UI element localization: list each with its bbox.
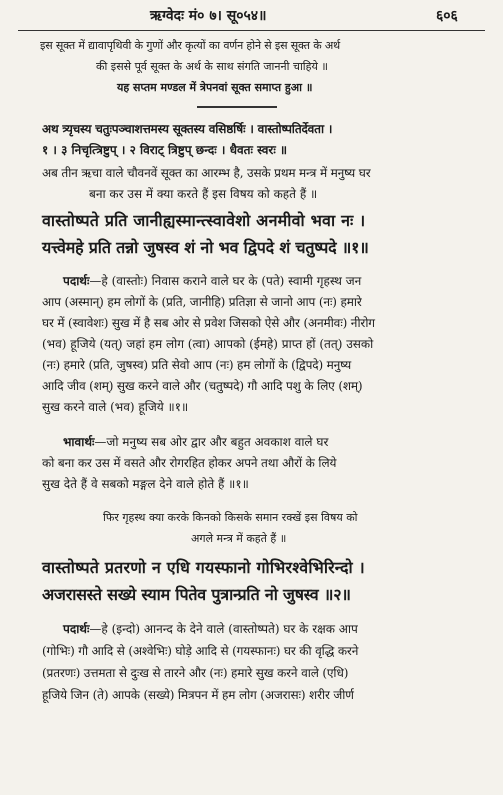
padartha-1-line-3: घर में (स्वावेशः) सुख में है सब ओर से प्रवेश जिसको ऐसे और (अनमीवः) नीरोग — [42, 316, 375, 330]
padartha-2-label: पदार्थः — [63, 622, 90, 636]
padartha-1-line-2: आप (अस्मान्) हम लोगों के (प्रति, जानीहि) प्रतिज्ञा से जानो आप (नः) हमारे — [42, 295, 362, 309]
padartha-1-line-6: आदि जीव (शम्) सुख करने वाले और (चतुष्पदे) गौ आदि पशु के लिए (शम्) — [42, 379, 363, 393]
divider-rule — [197, 106, 277, 108]
padartha-1-label: पदार्थः — [63, 274, 90, 288]
intro-line-1: अब तीन ऋचा वाले चौवनवें सूक्त का आरम्भ है, उसके प्रथम मन्त्र में मनुष्य घर — [42, 166, 371, 180]
page-number: ६०६ — [436, 8, 458, 24]
sukta-meta-line-2: १ । ३ निचृत्त्रिष्टुप् । २ विराट् त्रिष्टुप् छन्दः । धैवतः स्वरः ॥ — [42, 143, 288, 157]
padartha-2-line-1 — [63, 620, 358, 637]
summary-line-2: की इससे पूर्व सूक्त के अर्थ के साथ संगति जाननी चाहिये ॥ — [96, 60, 328, 73]
bhavartha-1-line-3: सुख देते हैं वे सबको मङ्गल देने वाले होते हैं ॥१॥ — [42, 477, 249, 491]
bhavartha-1-text-1: —जो मनुष्य सब ओर द्वार और बहुत अवकाश वाले घर — [94, 435, 329, 449]
padartha-1-line-1 — [63, 272, 361, 289]
bhavartha-1-label: भावार्थः — [63, 435, 95, 449]
padartha-1-line-7: सुख करने वाले (भव) हूजिये ॥१॥ — [42, 400, 189, 414]
padartha-2-text-1: —हे (इन्दो) आनन्द के देने वाले (वास्तोष्पते) घर के रक्षक आप — [89, 622, 358, 636]
bhavartha-1-line-2: को बना कर उस में वसते और रोगरहित होकर अपने तथा औरों के लिये — [42, 456, 337, 470]
padartha-1-line-4: (भव) हूजिये (यत्) जहां हम लोग (त्वा) आपको (ईमहे) प्राप्त हों (तत्) उसको — [42, 337, 374, 351]
sukta-closing: यह सप्तम मण्डल में त्रेपनवां सूक्त समाप्त हुआ ॥ — [117, 81, 313, 94]
header-rule — [18, 30, 485, 31]
mantra-2-line-1: वास्तोष्पते प्रतरणो न एधि गयस्फानो गोभिरश्वेभिरिन्दो । — [42, 558, 365, 577]
intro-2-line-2: अगले मन्त्र में कहते हैं ॥ — [191, 532, 287, 545]
padartha-1-line-5: (नः) हमारे (प्रति, जुषस्व) प्रति सेवो आप (नः) हम लोगों के (द्विपदे) मनुष्य — [42, 358, 352, 372]
intro-line-2: बना कर उस में क्या करते हैं इस विषय को कहते हैं ॥ — [89, 187, 318, 201]
padartha-1-text-1: —हे (वास्तोः) निवास कराने वाले घर के (पते) स्वामी गृहस्थ जन — [89, 274, 362, 288]
padartha-2-line-3: (प्रतरणः) उत्तमता से दुःख से तारने और (नः) हमारे सुख करने वाले (एधि) — [42, 666, 349, 680]
intro-2-line-1: फिर गृहस्थ क्या करके किनको किसके समान रक्खें इस विषय को — [103, 511, 358, 524]
mantra-2-line-2: अजरासस्ते सख्ये स्याम पितेव पुत्रान्प्रति नो जुषस्व ॥२॥ — [42, 585, 351, 604]
summary-line-1: इस सूक्त में द्यावापृथिवी के गुणों और कृत्यों का वर्णन होने से इस सूक्त के अर्थ — [40, 39, 341, 52]
mantra-1-line-2: यत्त्वेमहे प्रति तन्नो जुषस्व शं नो भव द्विपदे शं चतुष्पदे ॥१॥ — [42, 238, 369, 257]
padartha-2-line-4: हूजिये जिन (ते) आपके (सख्ये) मित्रपन में हम लोग (अजरासः) शरीर जीर्ण — [42, 688, 354, 702]
sukta-meta-line-1: अथ त्र्यृचस्य चतुःपञ्चाशत्तमस्य सूक्तस्य वसिष्ठर्षिः । वास्तोष्पतिर्देवता । — [42, 122, 333, 136]
running-title: ऋग्वेदः मं० ७। सू०५४॥ — [150, 8, 267, 24]
mantra-1-line-1: वास्तोष्पते प्रति जानीह्यस्मान्त्स्वावेशो अनमीवो भवा नः । — [42, 211, 366, 230]
bhavartha-1-line-1 — [63, 433, 328, 450]
padartha-2-line-2: (गोभिः) गौ आदि से (अश्वेभिः) घोड़े आदि से (गयस्फानः) घर की वृद्धि करने — [42, 644, 359, 658]
